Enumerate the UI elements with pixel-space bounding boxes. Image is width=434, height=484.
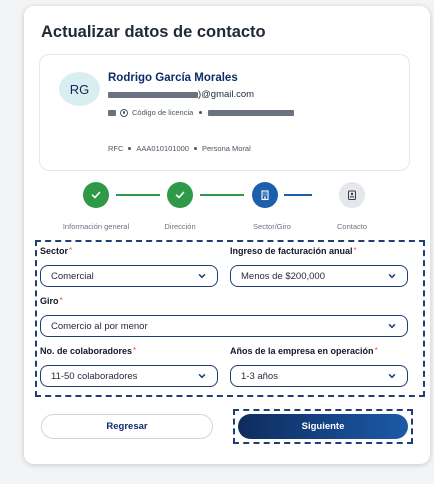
separator-dot xyxy=(194,147,197,150)
redacted-email-user xyxy=(108,92,198,98)
chevron-down-icon xyxy=(387,371,397,381)
license-label: Código de licencia xyxy=(132,108,194,117)
step-label: Contacto xyxy=(336,222,368,231)
chevron-down-icon xyxy=(387,271,397,281)
profile-name: Rodrigo García Morales xyxy=(108,72,238,84)
check-icon xyxy=(90,189,102,201)
separator-dot xyxy=(199,111,202,114)
antiguedad-select[interactable] xyxy=(230,365,408,387)
license-icon xyxy=(120,109,128,117)
check-icon xyxy=(174,189,186,201)
step-2-complete xyxy=(167,182,193,208)
step-label: Dirección xyxy=(164,222,196,231)
avatar: RG xyxy=(59,72,100,106)
ingreso-value: Menos de $200,000 xyxy=(241,270,325,282)
step-connector xyxy=(116,194,160,196)
antiguedad-value: 1-3 años xyxy=(241,370,278,382)
modal-title: Actualizar datos de contacto xyxy=(41,23,266,41)
back-button[interactable]: Regresar xyxy=(41,414,213,439)
profile-email xyxy=(108,89,254,100)
rfc-label: RFC xyxy=(108,144,124,153)
email-suffix: )@gmail.com xyxy=(198,89,255,100)
sector-value: Comercial xyxy=(51,270,94,282)
antiguedad-label: Años de la empresa en operación* xyxy=(230,346,378,356)
ingreso-label: Ingreso de facturación anual* xyxy=(230,246,357,256)
giro-label: Giro* xyxy=(40,296,63,306)
next-button[interactable]: Siguiente xyxy=(238,414,408,439)
redacted-license xyxy=(208,110,294,116)
giro-value: Comercio al por menor xyxy=(51,320,148,332)
next-button-wrapper xyxy=(233,409,413,444)
step-label: Información general xyxy=(62,222,130,231)
sector-form xyxy=(35,240,425,397)
profile-rfc xyxy=(108,144,251,153)
step-connector xyxy=(284,194,312,196)
step-label: Sector/Giro xyxy=(253,222,291,231)
sector-select[interactable] xyxy=(40,265,218,287)
step-3-current xyxy=(252,182,278,208)
step-connector xyxy=(200,194,244,196)
person-type: Persona Moral xyxy=(201,144,251,153)
ingreso-select[interactable] xyxy=(230,265,408,287)
chevron-down-icon xyxy=(197,271,207,281)
rfc-value: AAA010101000 xyxy=(136,144,189,153)
step-4-pending xyxy=(339,182,365,208)
separator-dot xyxy=(128,147,131,150)
building-icon xyxy=(259,189,271,201)
contact-badge-icon xyxy=(346,189,358,201)
redacted-prefix xyxy=(108,110,116,116)
profile-card xyxy=(39,54,410,171)
contact-update-modal xyxy=(24,6,430,464)
chevron-down-icon xyxy=(197,371,207,381)
colaboradores-select[interactable] xyxy=(40,365,218,387)
step-1-complete xyxy=(83,182,109,208)
giro-select[interactable] xyxy=(40,315,408,337)
chevron-down-icon xyxy=(387,321,397,331)
sector-label: Sector* xyxy=(40,246,73,256)
colaboradores-label: No. de colaboradores* xyxy=(40,346,137,356)
profile-license xyxy=(108,108,294,117)
progress-stepper xyxy=(24,178,430,234)
colaboradores-value: 11-50 colaboradores xyxy=(51,370,138,382)
